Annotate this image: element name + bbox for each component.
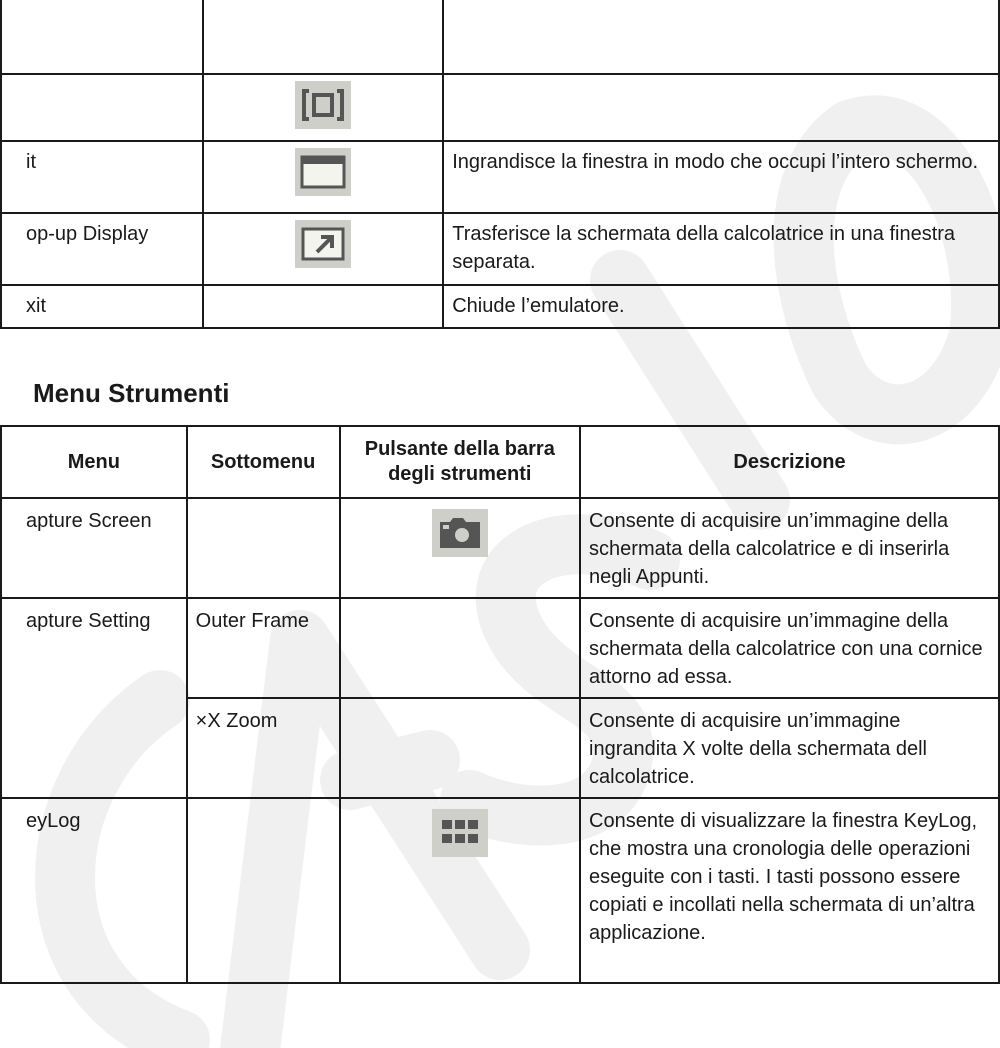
toolbar-button-cell xyxy=(340,698,581,798)
toolbar-button-cell xyxy=(203,74,444,141)
file-menu-table xyxy=(0,0,1000,329)
menu-cell: xit xyxy=(1,285,203,328)
header-submenu: Sottomenu xyxy=(187,426,340,498)
menu-cell: it xyxy=(1,141,203,213)
table-row xyxy=(1,798,999,983)
menu-cell xyxy=(1,0,203,74)
menu-cell: op-up Display xyxy=(1,213,203,285)
toolbar-button-cell xyxy=(340,598,581,698)
table-row xyxy=(1,0,999,74)
description-cell xyxy=(443,0,999,74)
tools-menu-table xyxy=(0,425,1000,984)
toolbar-button-cell xyxy=(203,285,444,328)
description-cell xyxy=(443,74,999,141)
toolbar-button-cell xyxy=(340,798,581,983)
description-cell: Consente di acquisire un’immagine ingrandita X volte della schermata dell calcolatrice. xyxy=(580,698,999,798)
toolbar-button-cell xyxy=(203,0,444,74)
table-row xyxy=(1,285,999,328)
table-row xyxy=(1,74,999,141)
submenu-cell: Outer Frame xyxy=(187,598,340,698)
table-row xyxy=(1,598,999,698)
menu-cell: apture Screen xyxy=(1,498,187,598)
popup-window-icon[interactable] xyxy=(295,220,351,268)
description-cell: Consente di visualizzare la finestra KeyLog, che mostra una cronologia delle operazioni eseguite con i tasti. I tasti possono essere copiati e incollati nella schermata di un’altra applicazione. xyxy=(580,798,999,983)
description-cell: Chiude l’emulatore. xyxy=(443,285,999,328)
description-cell: Ingrandisce la finestra in modo che occupi l’intero schermo. xyxy=(443,141,999,213)
header-menu: Menu xyxy=(1,426,187,498)
section-heading: Menu Strumenti xyxy=(33,378,230,408)
menu-cell xyxy=(1,74,203,141)
submenu-cell xyxy=(187,498,340,598)
menu-cell: eyLog xyxy=(1,798,187,983)
description-cell: Consente di acquisire un’immagine della schermata della calcolatrice e di inserirla negli Appunti. xyxy=(580,498,999,598)
description-cell: Trasferisce la schermata della calcolatrice in una finestra separata. xyxy=(443,213,999,285)
center-frame-icon[interactable] xyxy=(295,81,351,129)
header-description: Descrizione xyxy=(580,426,999,498)
toolbar-button-cell xyxy=(203,141,444,213)
table-row xyxy=(1,498,999,598)
menu-cell: apture Setting xyxy=(1,598,187,798)
keypad-grid-icon[interactable] xyxy=(432,809,488,857)
description-cell: Consente di acquisire un’immagine della schermata della calcolatrice con una cornice attorno ad essa. xyxy=(580,598,999,698)
toolbar-button-cell xyxy=(203,213,444,285)
table-row xyxy=(1,213,999,285)
table-header-row xyxy=(1,426,999,498)
header-toolbar-button: Pulsante della barra degli strumenti xyxy=(340,426,581,498)
submenu-cell: ×X Zoom xyxy=(187,698,340,798)
maximize-window-icon[interactable] xyxy=(295,148,351,196)
submenu-cell xyxy=(187,798,340,983)
table-row xyxy=(1,141,999,213)
camera-icon[interactable] xyxy=(432,509,488,557)
toolbar-button-cell xyxy=(340,498,581,598)
